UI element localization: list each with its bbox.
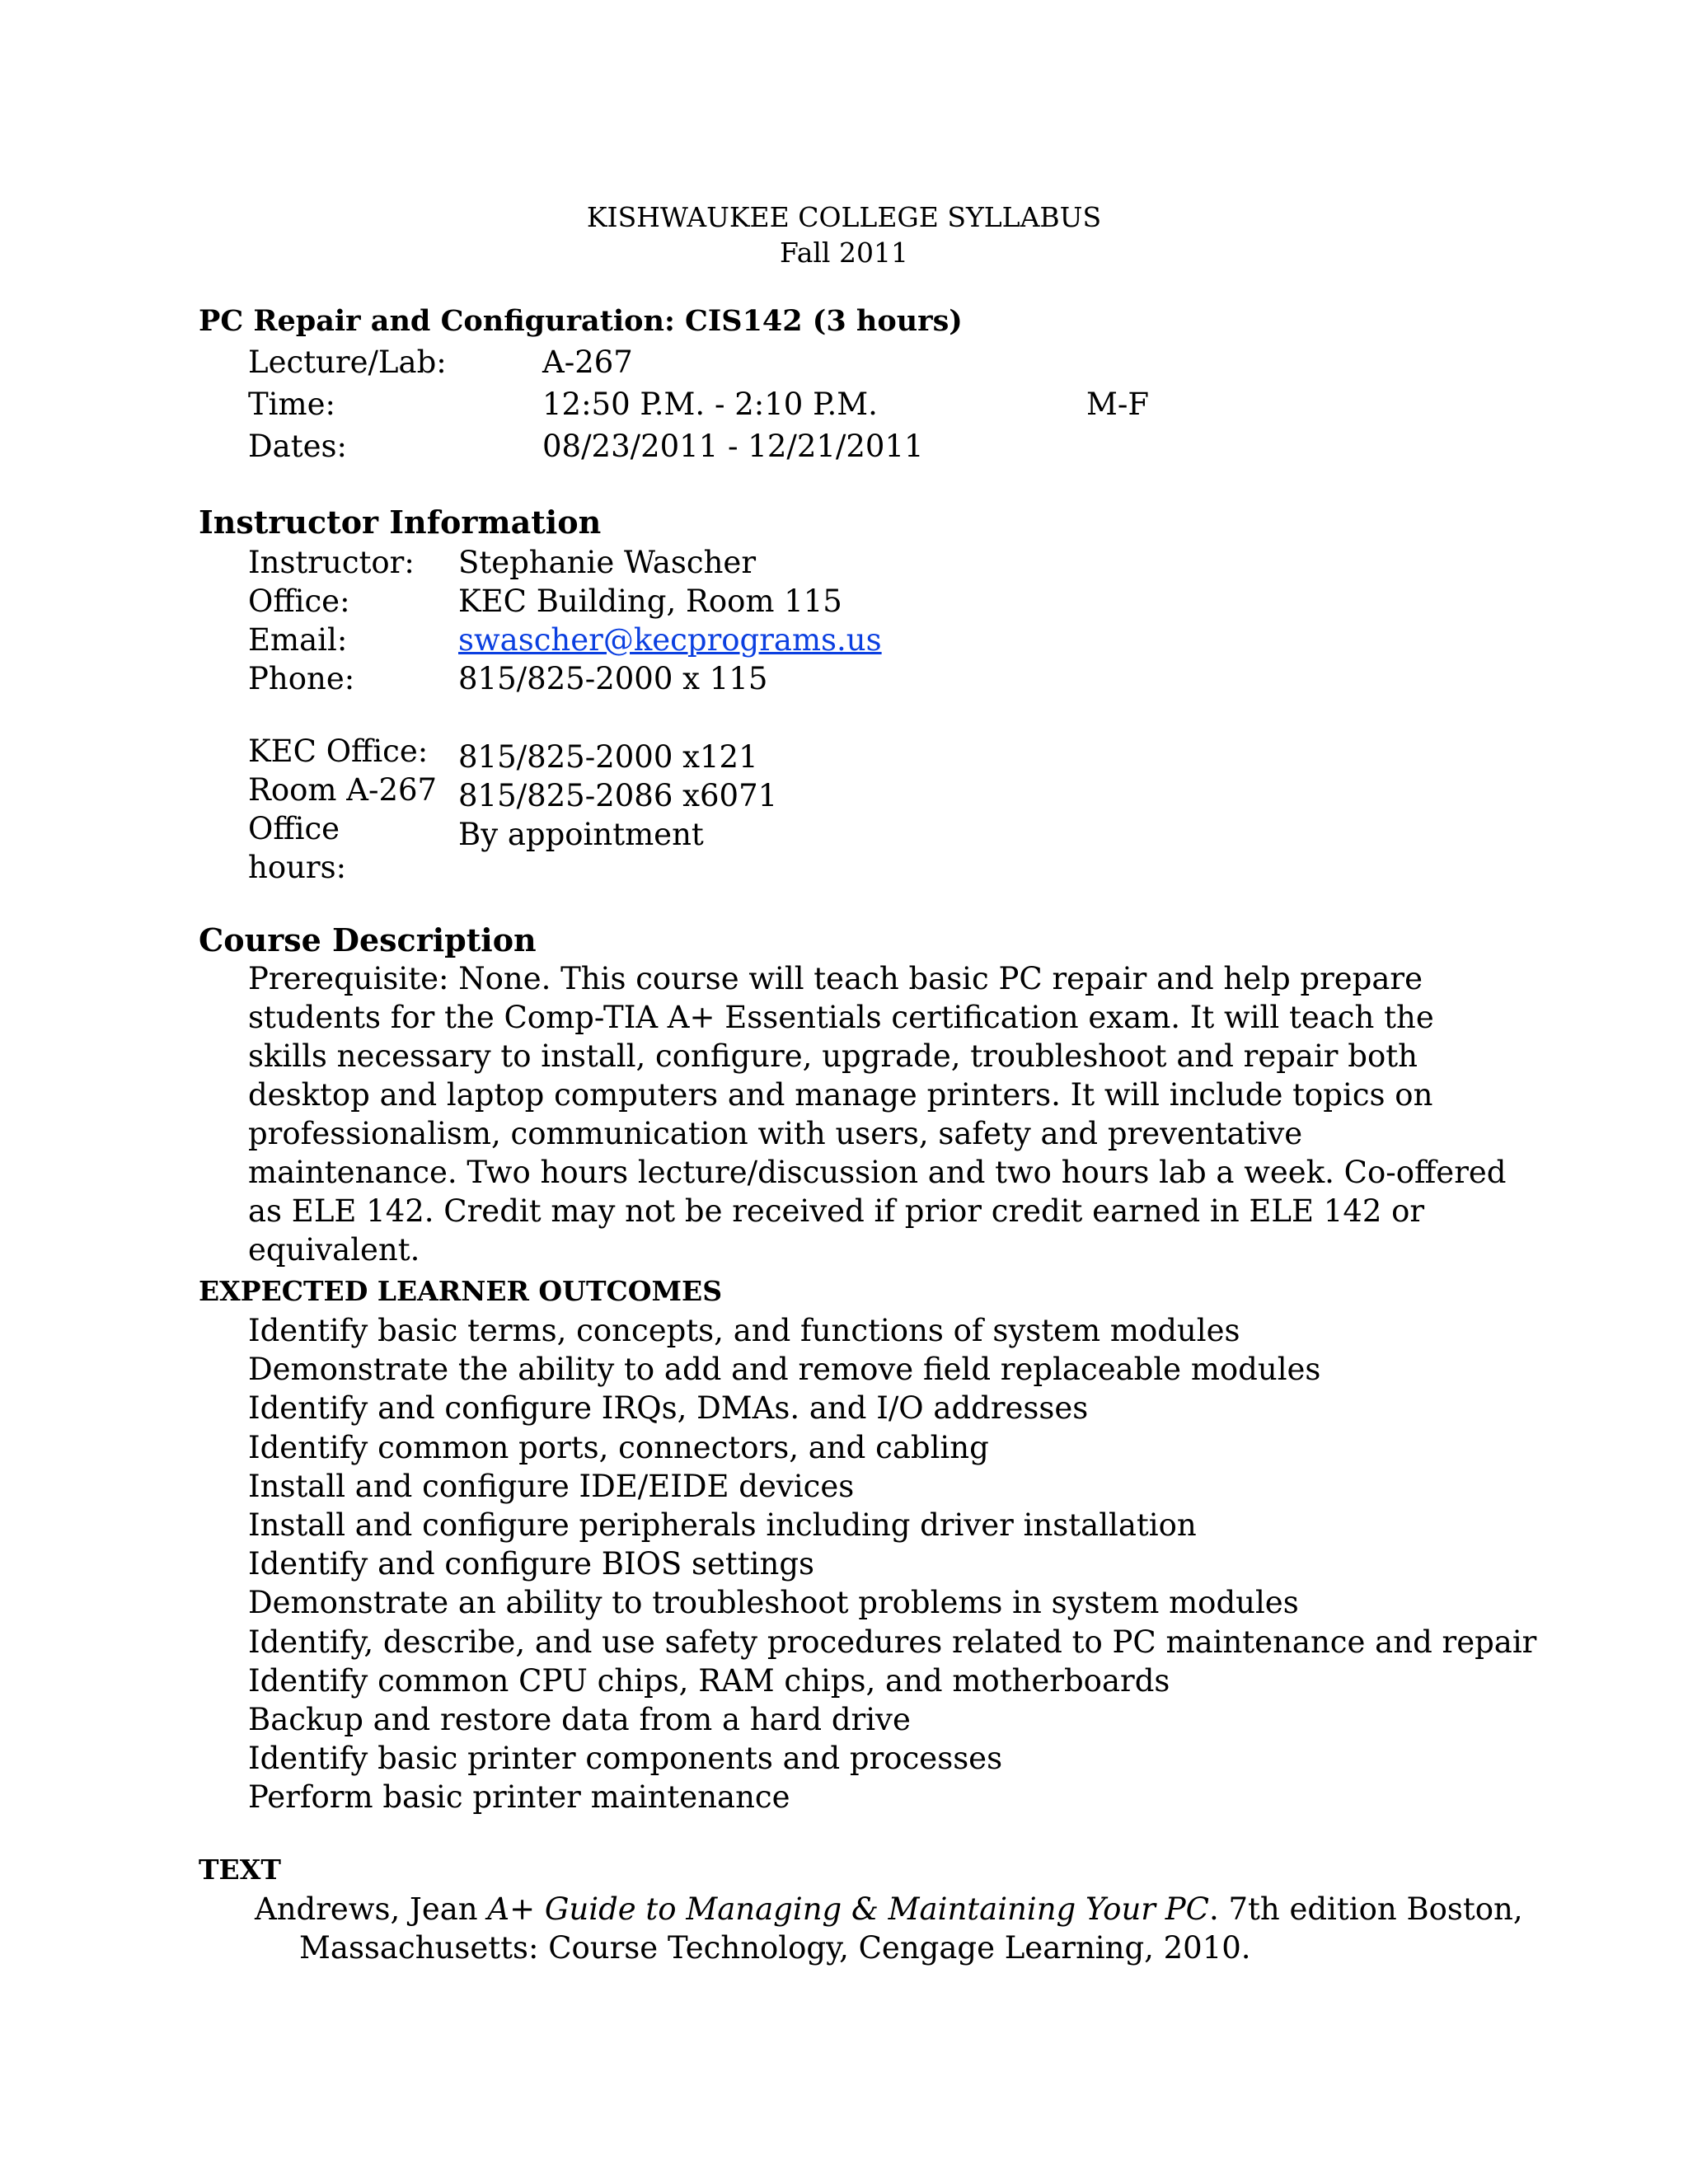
description-text <box>248 959 1517 1269</box>
phone-label: Phone: <box>248 661 355 696</box>
time-value: 12:50 P.M. - 2:10 P.M. <box>542 387 878 422</box>
list-item: Identify and configure BIOS settings <box>248 1546 814 1582</box>
time-label: Time: <box>248 387 335 422</box>
description-paragraph: Prerequisite: None. This course will teach basic PC repair and help prepare students for the Comp-TIA A+ Essentials certification exam. It will teach the skills necessary to install, configure, upgrade, troubleshoot and repair both desktop and laptop computers and manage printers. It will include topics on professionalism, communication with users, safety and preventative maintenance. Two hours lecture/discussion and two hours lab a week. Co-offered as ELE 142. Credit may not be received if prior credit earned in ELE 142 or equivalent. <box>248 961 1507 1268</box>
outcomes-list <box>248 1311 1536 1817</box>
list-item: Install and configure IDE/EIDE devices <box>248 1468 855 1504</box>
kec-office-value: 815/825-2000 x121 <box>458 739 758 775</box>
citation-author: Andrews, Jean <box>255 1891 488 1927</box>
document-title: KISHWAUKEE COLLEGE SYLLABUS <box>586 201 1102 233</box>
instructor-label: Instructor: <box>248 545 415 580</box>
outcomes-heading: EXPECTED LEARNER OUTCOMES <box>199 1275 723 1307</box>
list-item: Demonstrate the ability to add and remove field replaceable modules <box>248 1352 1321 1388</box>
text-heading: TEXT <box>199 1854 281 1886</box>
dates-label: Dates: <box>248 429 347 464</box>
textbook-citation <box>255 1890 1540 1967</box>
kec-office-label: KEC Office: <box>248 733 429 769</box>
room-value: 815/825-2086 x6071 <box>458 778 778 813</box>
course-heading: PC Repair and Configuration: CIS142 (3 hours) <box>199 304 963 338</box>
citation-book-title: A+ Guide to Managing & Maintaining Your PC <box>487 1891 1209 1927</box>
office-value: KEC Building, Room 115 <box>458 583 842 619</box>
office-label: Office: <box>248 583 350 619</box>
email-link[interactable]: swascher@kecprograms.us <box>458 622 882 658</box>
citation-line-1 <box>255 1890 1540 1929</box>
document-term: Fall 2011 <box>780 237 908 269</box>
list-item: Identify and configure IRQs, DMAs. and I/O addresses <box>248 1390 1089 1427</box>
description-heading: Course Description <box>199 921 537 958</box>
instructor-heading: Instructor Information <box>199 504 602 541</box>
citation-publisher: Massachusetts: Course Technology, Cengage Learning, 2010. <box>299 1930 1251 1966</box>
lecture-value: A-267 <box>542 344 633 380</box>
office-hours-value: By appointment <box>458 817 704 852</box>
room-label: Room A-267 <box>248 772 438 808</box>
lecture-label: Lecture/Lab: <box>248 344 447 380</box>
list-item: Identify basic terms, concepts, and functions of system modules <box>248 1313 1240 1348</box>
instructor-value: Stephanie Wascher <box>458 545 757 580</box>
list-item: Backup and restore data from a hard drive <box>248 1702 911 1738</box>
list-item: Perform basic printer maintenance <box>248 1779 790 1816</box>
list-item: Demonstrate an ability to troubleshoot problems in system modules <box>248 1585 1299 1621</box>
office-hours-label-line1: Office <box>248 811 340 846</box>
list-item: Identify common ports, connectors, and cabling <box>248 1429 989 1465</box>
list-item: Install and configure peripherals including driver installation <box>248 1507 1197 1544</box>
email-label: Email: <box>248 622 348 658</box>
days-value: M-F <box>1086 387 1150 422</box>
list-item: Identify basic printer components and processes <box>248 1741 1003 1777</box>
list-item: Identify, describe, and use safety procedures related to PC maintenance and repair <box>248 1624 1537 1660</box>
citation-edition: . 7th edition Boston, <box>1208 1891 1523 1927</box>
dates-value: 08/23/2011 - 12/21/2011 <box>542 429 924 464</box>
office-hours-label-line2: hours: <box>248 850 347 885</box>
phone-value: 815/825-2000 x 115 <box>458 661 768 696</box>
list-item: Identify common CPU chips, RAM chips, and motherboards <box>248 1662 1170 1699</box>
